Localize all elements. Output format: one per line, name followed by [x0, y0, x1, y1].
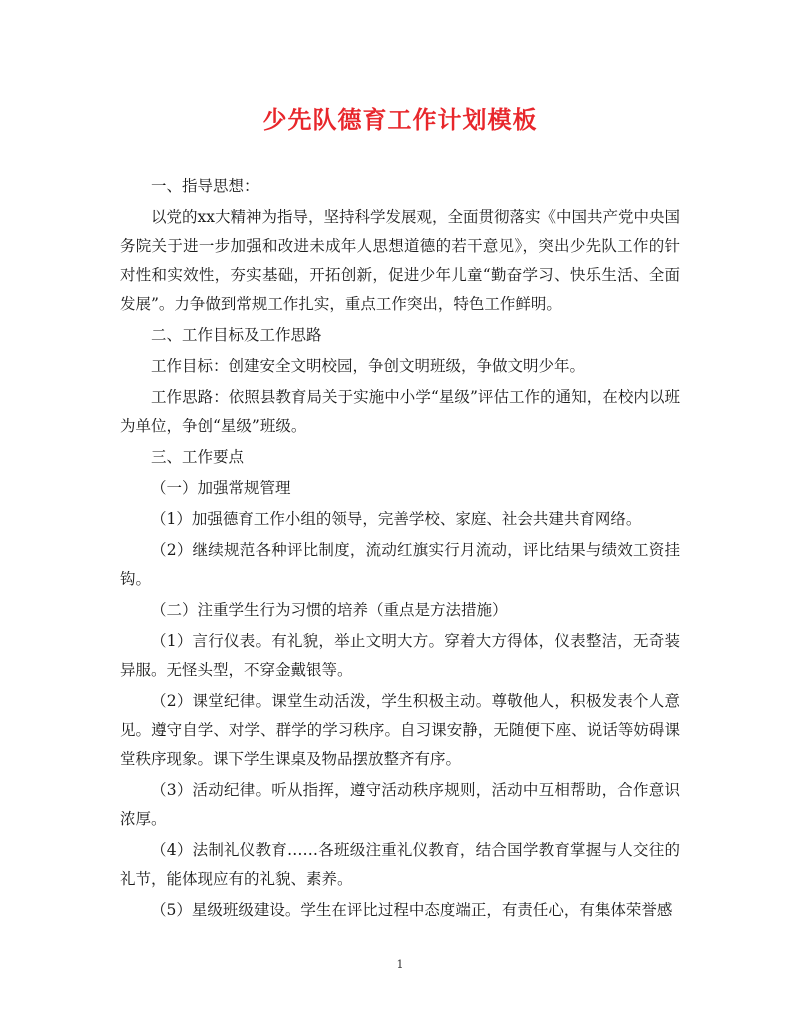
paragraph: （1）言行仪表。有礼貌，举止文明大方。穿着大方得体，仪表整洁，无奇装异服。无怪头型，不穿金戴银等。 [120, 632, 680, 679]
paragraph: （4）法制礼仪教育……各班级注重礼仪教育，结合国学教育掌握与人交往的礼节，能体现应有的礼貌、素养。 [120, 841, 680, 888]
paragraph: （3）活动纪律。听从指挥，遵守活动秩序规则，活动中互相帮助，合作意识浓厚。 [120, 781, 680, 828]
paragraph: （2）课堂纪律。课堂生动活泼，学生积极主动。尊敬他人，积极发表个人意见。遵守自学、对学、群学的学习秩序。自习课安静，无随便下座、说话等妨碍课堂秩序现象。课下学生课桌及物品摆放整齐有序。 [120, 692, 680, 768]
paragraph: （二）注重学生行为习惯的培养（重点是方法措施） [151, 601, 508, 619]
paragraph: （2）继续规范各种评比制度，流动红旗实行月流动，评比结果与绩效工资挂钩。 [120, 541, 680, 588]
paragraph: 一、指导思想： [151, 177, 260, 195]
paragraph: 工作思路：依照县教育局关于实施中小学“星级”评估工作的通知，在校内以班为单位，争创“星级”班级。 [120, 388, 680, 435]
page-number: 1 [396, 958, 404, 971]
document-title: 少先队德育工作计划模板 [262, 105, 538, 134]
document-body [120, 172, 680, 927]
paragraph: 以党的xx大精神为指导，坚持科学发展观，全面贯彻落实《中国共产党中央国务院关于进一步加强和改进未成年人思想道德的若干意见》，突出少先队工作的针对性和实效性，夯实基础，开拓创新，促进少年儿童“勤奋学习、快乐生活、全面发展”。力争做到常规工作扎实，重点工作突出，特色工作鲜明。 [120, 208, 680, 313]
paragraph: 工作目标：创建安全文明校园，争创文明班级，争做文明少年。 [151, 357, 586, 375]
paragraph: （一）加强常规管理 [151, 479, 291, 497]
paragraph: （5）星级班级建设。学生在评比过程中态度端正，有责任心，有集体荣誉感 [151, 901, 673, 919]
paragraph: 三、工作要点 [151, 448, 245, 466]
paragraph: 二、工作目标及工作思路 [151, 326, 322, 344]
paragraph: （1）加强德育工作小组的领导，完善学校、家庭、社会共建共育网络。 [151, 510, 642, 528]
